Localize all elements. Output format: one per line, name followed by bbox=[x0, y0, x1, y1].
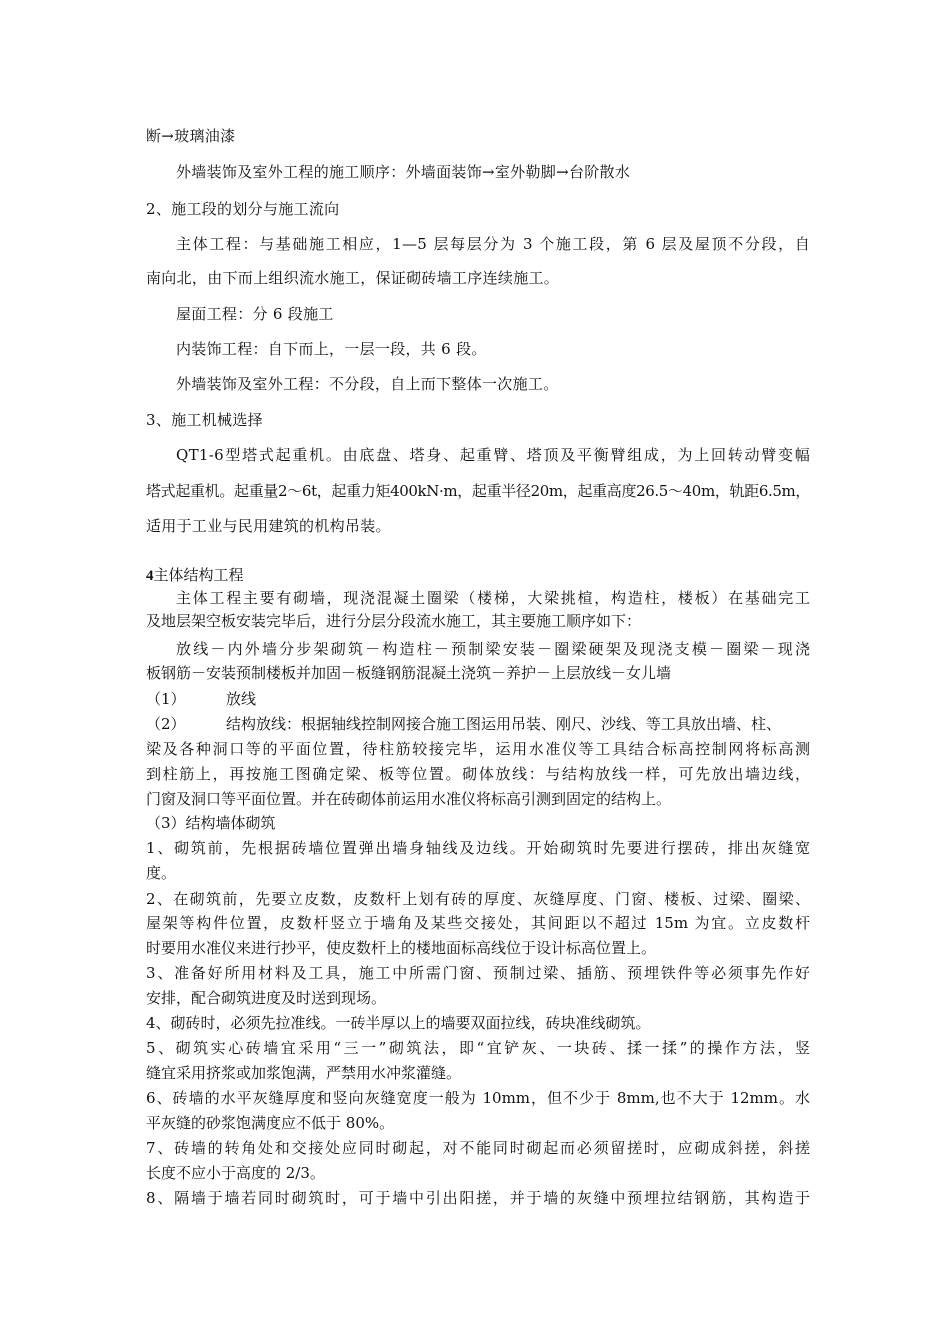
text-line: 安排，配合砌筑进度及时送到现场。 bbox=[146, 989, 387, 1007]
text-line: 梁及各种洞口等的平面位置，待柱筋较接完毕，运用水准仪等工具结合标高控制网将标高测 bbox=[146, 740, 810, 758]
text-line: 内装饰工程：自下而上，一层一段，共 6 段。 bbox=[176, 340, 487, 358]
text-line: 平灰缝的砂浆饱满度应不低于 80%。 bbox=[146, 1114, 395, 1132]
text-line: 6、砖墙的水平灰缝厚度和竖向灰缝宽度一般为 10mm，但不少于 8mm,也不大于 12mm。水 bbox=[146, 1089, 810, 1107]
text-line: 主体工程主要有砌墙，现浇混凝土圈梁（楼梯，大梁挑楦，构造柱，楼板）在基础完工 bbox=[176, 589, 810, 607]
list-item bbox=[146, 689, 810, 709]
item-label: （1） bbox=[146, 690, 186, 708]
text-line: 1、砌筑前，先根据砖墙位置弹出墙身轴线及边线。开始砌筑时先要进行摆砖，排出灰缝宽 bbox=[146, 839, 810, 857]
text-line: 缝宜采用挤浆或加浆饱满，严禁用水冲浆灌缝。 bbox=[146, 1064, 462, 1082]
item-label: （2） bbox=[146, 715, 186, 733]
text-line: 外墙装饰及室外工程的施工顺序：外墙面装饰→室外勒脚→台阶散水 bbox=[176, 163, 631, 181]
subheading: （3）结构墙体砌筑 bbox=[146, 814, 276, 832]
section-heading: 3、施工机械选择 bbox=[146, 411, 263, 429]
text-line: 长度不应小于高度的 2/3。 bbox=[146, 1164, 325, 1182]
list-item bbox=[146, 714, 810, 734]
text-line: 到柱筋上，再按施工图确定梁、板等位置。砌体放线：与结构放线一样，可先放出墙边线， bbox=[146, 765, 810, 783]
text-line: 南向北，由下而上组织流水施工，保证砌砖墙工序连续施工。 bbox=[146, 269, 560, 287]
heading-number: 4 bbox=[146, 568, 154, 584]
text-line: 屋面工程：分 6 段施工 bbox=[176, 305, 334, 323]
section-heading bbox=[146, 565, 810, 586]
text-line: 放线－内外墙分步架砌筑－构造柱－预制梁安装－圈梁硬架及现浇支模－圈梁－现浇 bbox=[176, 640, 810, 658]
text-line: 时要用水准仪来进行抄平，使皮数杆上的楼地面标高线位于设计标高位置上。 bbox=[146, 939, 657, 957]
text-line: QT1-6型塔式起重机。由底盘、塔身、起重臂、塔顶及平衡臂组成，为上回转动臂变幅 bbox=[176, 446, 810, 464]
text-line: 板钢筋－安装预制楼板并加固－板缝钢筋混凝土浇筑－养护－上层放线－女儿墙 bbox=[146, 664, 672, 682]
text-line: 7、砖墙的转角处和交接处应同时砌起，对不能同时砌起而必须留搓时，应砌成斜搓，斜搓 bbox=[146, 1139, 810, 1157]
text-line: 4、砌砖时，必须先拉准线。一砖半厚以上的墙要双面拉线，砖块准线砌筑。 bbox=[146, 1014, 651, 1032]
text-line: 8、隔墙于墙若同时砌筑时，可于墙中引出阳搓，并于墙的灰缝中预埋拉结钢筋，其构造于 bbox=[146, 1189, 810, 1207]
text-line: 外墙装饰及室外工程：不分段，自上而下整体一次施工。 bbox=[176, 375, 559, 393]
text-line: 及地层架空板安装完毕后，进行分层分段流水施工，其主要施工顺序如下： bbox=[146, 612, 642, 630]
item-text: 放线 bbox=[226, 690, 257, 708]
section-heading: 2、施工段的划分与施工流向 bbox=[146, 200, 340, 218]
text-line: 屋架等构件位置，皮数杆竖立于墙角及某些交接处，其间距以不超过 15m 为宜。立皮数杆 bbox=[146, 914, 810, 932]
text-line: 适用于工业与民用建筑的机构吊装。 bbox=[146, 517, 391, 535]
text-line: 塔式起重机。起重量2～6t，起重力矩400kN·m，起重半径20m，起重高度26.5～40m，轨距6.5m， bbox=[146, 482, 810, 500]
text-line: 5、砌筑实心砖墙宜采用“三一”砌筑法，即“宜铲灰、一块砖、揉一揉”的操作方法，竖 bbox=[146, 1039, 810, 1057]
heading-text: 主体结构工程 bbox=[153, 566, 244, 584]
text-line: 断→玻璃油漆 bbox=[146, 127, 236, 145]
text-line: 主体工程：与基础施工相应，1—5 层每层分为 3 个施工段，第 6 层及屋顶不分段，自 bbox=[176, 235, 810, 253]
item-text: 结构放线：根据轴线控制网接合施工图运用吊装、刚尺、沙线、等工具放出墙、柱、 bbox=[226, 715, 782, 733]
text-line: 度。 bbox=[146, 864, 177, 882]
text-line: 门窗及洞口等平面位置。并在砖砌体前运用水准仪将标高引测到固定的结构上。 bbox=[146, 790, 672, 808]
text-line: 2、在砌筑前，先要立皮数，皮数杆上划有砖的厚度、灰缝厚度、门窗、楼板、过梁、圈梁、 bbox=[146, 890, 810, 908]
text-line: 3、准备好所用材料及工具，施工中所需门窗、预制过梁、插筋、预埋铁件等必须事先作好 bbox=[146, 964, 810, 982]
